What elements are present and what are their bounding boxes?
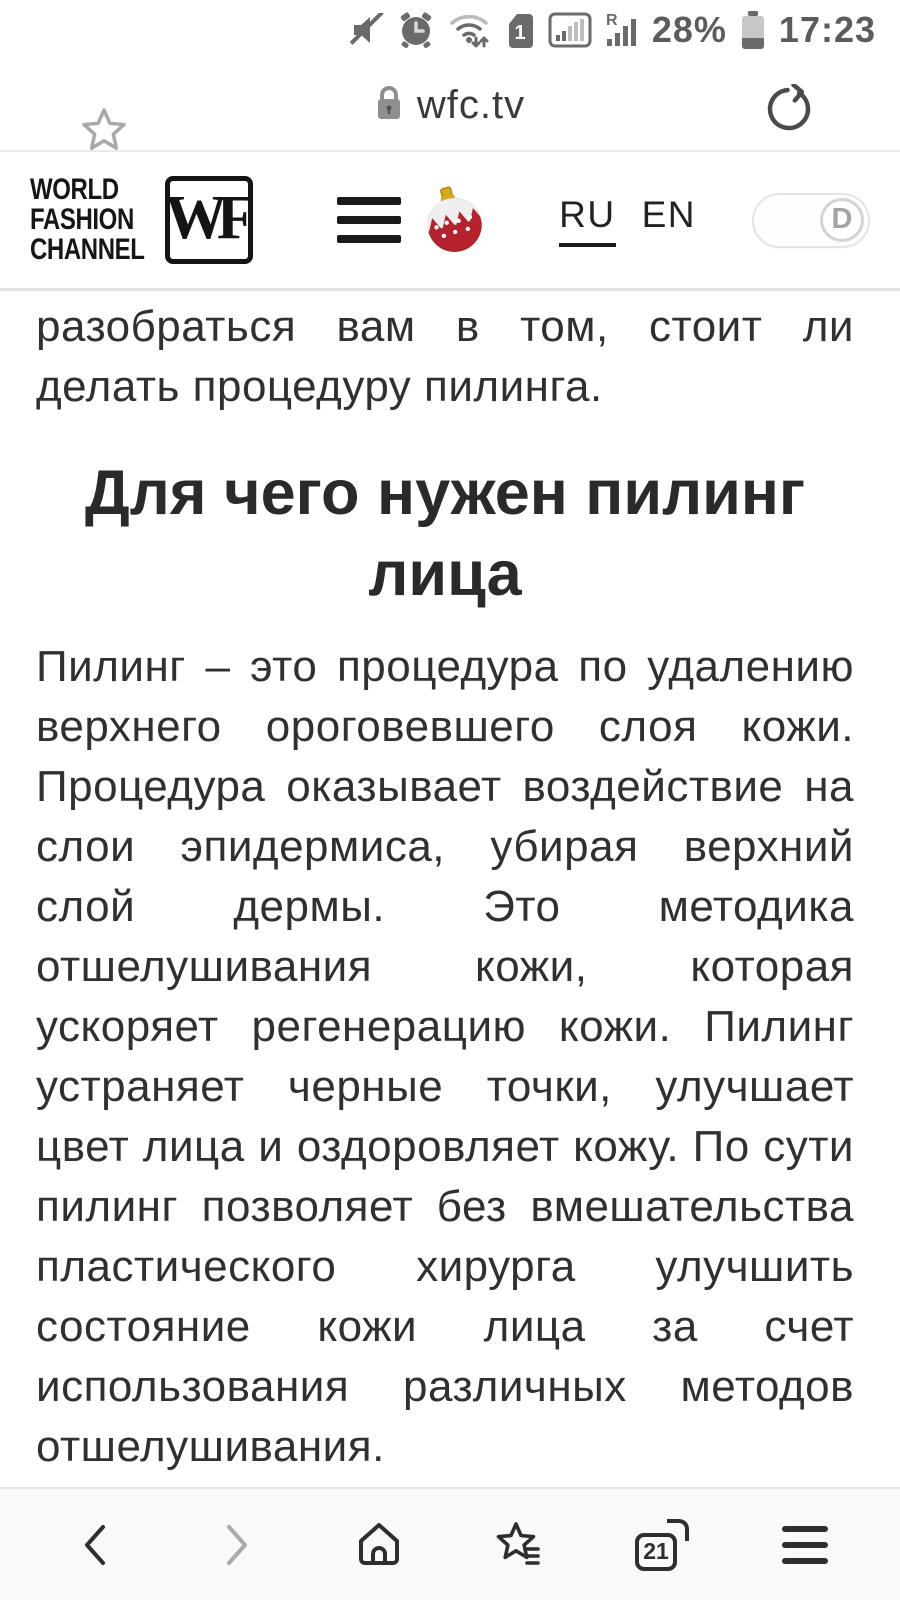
logo-line-1: WORLD [30, 173, 119, 206]
lock-icon [375, 84, 403, 127]
christmas-ornament-icon[interactable] [423, 181, 485, 260]
wifi-icon [448, 12, 492, 48]
article-content [0, 297, 900, 1477]
logo-line-3: CHANNEL [30, 233, 145, 266]
url-field[interactable] [375, 83, 525, 128]
tab-count: 21 [635, 1533, 677, 1571]
article-paragraph: Пилинг – это процедура по удалению верхнего ороговевшего слоя кожи. Процедура оказывает воздействие на слои эпидермиса, убирая верхний слой дермы. Это методика отшелушивания кожи, которая ускоряет регенерацию кожи. Пилинг устраняет черные точки, улучшает цвет лица и оздоровляет кожу. По сути пилинг позволяет без вмешательства пластического хирурга улучшить состояние кожи лица за счет использования различных методов отшелушивания. [36, 642, 854, 1471]
browser-bottom-nav [0, 1487, 900, 1600]
logo-wordmark [30, 175, 145, 265]
clock-time: 17:23 [778, 9, 876, 50]
home-button[interactable] [344, 1510, 414, 1580]
back-button[interactable] [60, 1510, 130, 1580]
mute-icon [348, 13, 384, 47]
forward-button[interactable] [202, 1510, 272, 1580]
battery-icon [740, 10, 766, 50]
site-header [0, 152, 900, 291]
url-text: wfc.tv [416, 82, 526, 127]
logo-monogram: WF [164, 183, 245, 252]
logo-monogram-box [165, 176, 253, 264]
menu-hamburger-icon[interactable] [337, 197, 401, 243]
refresh-icon[interactable] [764, 84, 814, 139]
lang-en[interactable]: EN [641, 193, 696, 235]
tabs-button[interactable] [628, 1510, 698, 1580]
language-switcher [559, 194, 696, 247]
dark-mode-toggle-knob[interactable]: D [820, 198, 864, 242]
logo-line-2: FASHION [30, 203, 134, 236]
article-heading: Для чего нужен пилинг лица [84, 458, 806, 609]
alarm-icon [397, 12, 435, 48]
sim-card-icon [505, 12, 535, 48]
roaming-signal-icon [605, 11, 639, 49]
wfc-logo[interactable] [30, 175, 253, 265]
browser-menu-button[interactable] [770, 1510, 840, 1580]
bookmarks-button[interactable] [486, 1510, 556, 1580]
lang-ru[interactable]: RU [559, 194, 615, 247]
battery-percent: 28% [651, 9, 727, 50]
browser-address-bar [0, 60, 900, 152]
roaming-indicator: R [605, 12, 618, 29]
bookmark-star-icon[interactable] [80, 106, 128, 159]
tabs-icon [635, 1517, 691, 1573]
dark-mode-toggle[interactable] [752, 193, 870, 248]
article-intro-fragment: разобраться вам в том, стоит ли делать процедуру пилинга. [36, 302, 854, 411]
status-bar [0, 0, 900, 60]
sim-number: 1 [514, 22, 526, 44]
menu-icon [782, 1526, 828, 1564]
signal-strength-icon [548, 11, 592, 49]
